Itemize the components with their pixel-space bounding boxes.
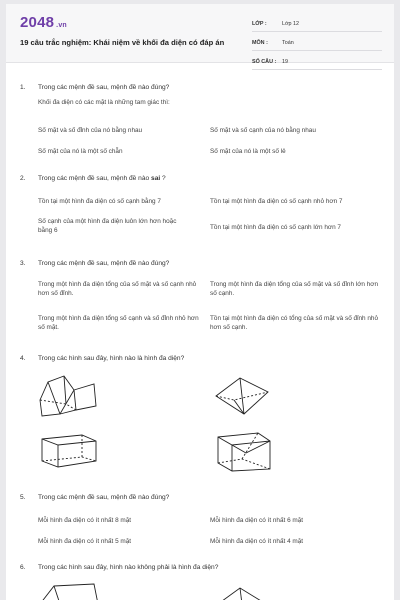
figure-6b-polyhedron[interactable]: [212, 582, 272, 600]
figure-6a-polyhedron[interactable]: [36, 582, 102, 600]
question-number: 2.: [20, 175, 26, 182]
question-5: [20, 494, 380, 501]
option-a[interactable]: Trong một hình đa diện tổng của số mặt và số cạnh nhỏ hơn số đỉnh.: [38, 281, 197, 297]
option-d[interactable]: Mỗi hình đa diện có ít nhất 4 mặt: [210, 538, 304, 545]
option-a[interactable]: Số mặt và số đỉnh của nó bằng nhau: [38, 127, 143, 134]
option-d[interactable]: Số mặt của nó là một số lẻ: [210, 148, 286, 155]
figure-c-polyhedron[interactable]: [38, 431, 100, 473]
option-a[interactable]: Mỗi hình đa diện có ít nhất 8 mặt: [38, 517, 132, 524]
option-b[interactable]: Số mặt và số cạnh của nó bằng nhau: [210, 127, 316, 134]
question-text: Trong các mệnh đề sau, mệnh đề nào đúng?: [38, 494, 170, 501]
meta-row-grade: LỚP : Lớp 12: [252, 16, 382, 32]
meta-row-subject: MÔN : Toán: [252, 35, 382, 51]
question-text: Trong các mệnh đề sau, mệnh đề nào đúng?: [38, 84, 170, 91]
question-number: 5.: [20, 494, 26, 501]
question-text: Trong các hình sau đây, hình nào là hình đa diện?: [38, 355, 185, 362]
question-subtext: Khối đa diện có các mặt là những tam giác thì:: [38, 99, 170, 106]
option-b[interactable]: Mỗi hình đa diện có ít nhất 6 mặt: [210, 517, 304, 524]
option-d[interactable]: Tồn tại một hình đa diện có số cạnh lớn hơn 7: [210, 224, 341, 231]
document-page: [6, 4, 394, 600]
option-c[interactable]: Số cạnh của một hình đa diện luôn lớn hơn hoặc bằng 6: [38, 218, 177, 234]
option-c[interactable]: Trong một hình đa diện tổng số cạnh và số đỉnh nhỏ hơn số mặt.: [38, 315, 199, 331]
figure-a-polyhedron[interactable]: [36, 374, 100, 420]
figure-b-polyhedron[interactable]: [212, 374, 272, 418]
question-3: [20, 260, 380, 267]
option-d[interactable]: Tồn tại một hình đa diện có tổng của số mặt và số đỉnh nhỏ hơn số cạnh.: [210, 315, 379, 331]
question-number: 4.: [20, 355, 26, 362]
meta-row-count: SỐ CÂU : 19: [252, 54, 382, 70]
question-4: [20, 355, 380, 362]
option-b[interactable]: Trong một hình đa diện tổng của số mặt và số đỉnh lớn hơn số cạnh.: [210, 281, 379, 297]
question-number: 6.: [20, 564, 26, 571]
document-title: 19 câu trắc nghiệm: Khái niệm về khối đa diện có đáp án: [20, 38, 225, 47]
site-logo[interactable]: 2048 .vn: [20, 14, 67, 31]
option-b[interactable]: Tồn tại một hình đa diện có số cạnh nhỏ hơn 7: [210, 198, 343, 205]
document-meta: [252, 16, 382, 73]
question-6: [20, 564, 380, 571]
question-number: 1.: [20, 84, 26, 91]
option-c[interactable]: Mỗi hình đa diện có ít nhất 5 mặt: [38, 538, 132, 545]
document-header: [6, 4, 394, 63]
question-number: 3.: [20, 260, 26, 267]
figure-d-polyhedron[interactable]: [212, 429, 274, 475]
question-1: [20, 84, 380, 106]
question-text: Trong các mệnh đề sau, mệnh đề nào sai ?: [38, 175, 166, 182]
question-2: [20, 175, 380, 182]
question-text: Trong các mệnh đề sau, mệnh đề nào đúng?: [38, 260, 170, 267]
option-c[interactable]: Số mặt của nó là một số chẵn: [38, 148, 123, 155]
question-text: Trong các hình sau đây, hình nào không phải là hình đa diện?: [38, 564, 219, 571]
option-a[interactable]: Tồn tại một hình đa diện có số cạnh bằng 7: [38, 198, 161, 205]
